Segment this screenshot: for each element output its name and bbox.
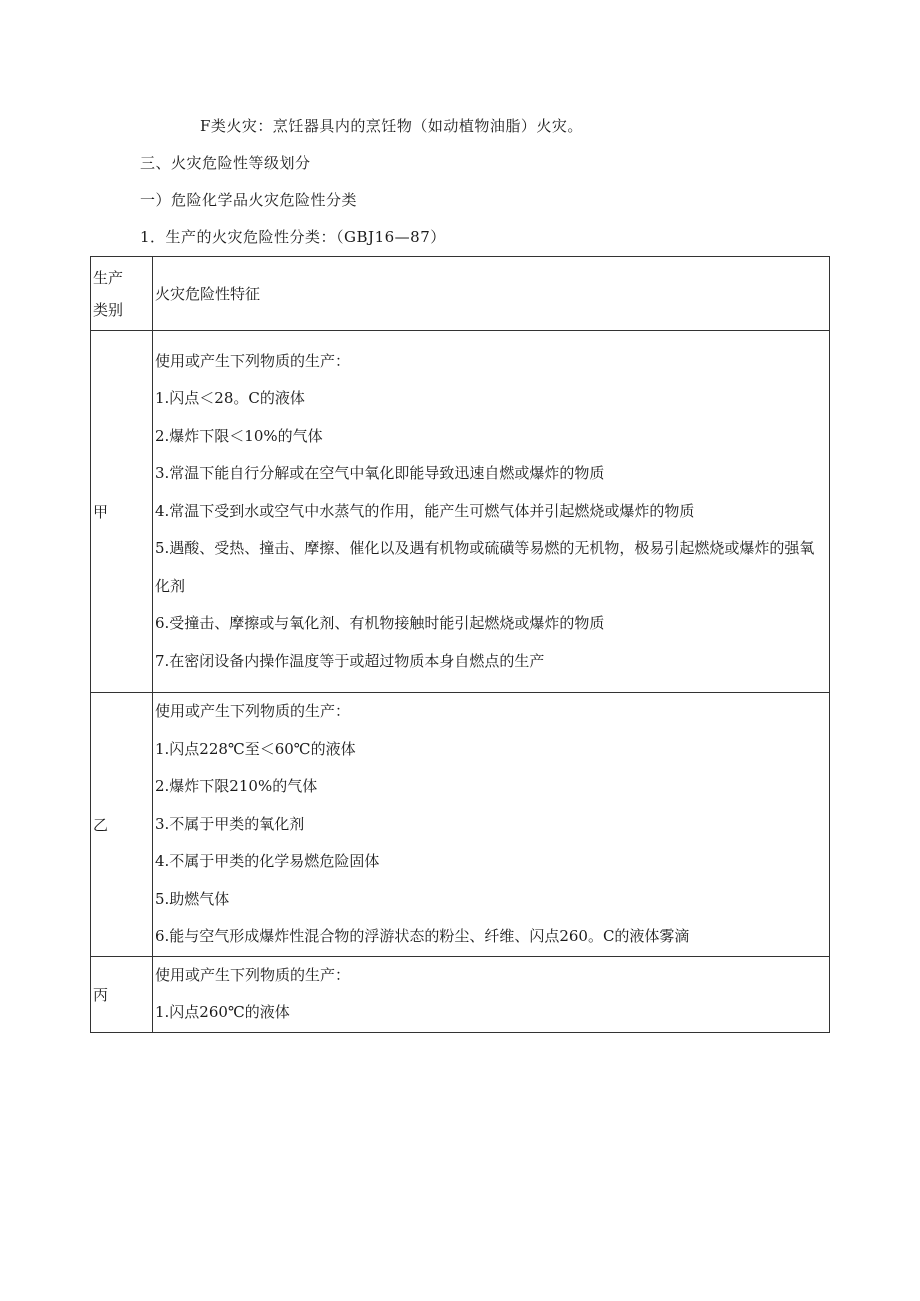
header-category-line1: 生产 [93, 268, 124, 287]
fire-risk-classification-table [90, 256, 830, 1033]
feature-cell-yi [153, 693, 830, 957]
item-heading-production-classification: 1．生产的火灾危险性分类：（GBJ16—87） [140, 228, 446, 246]
list-item: 2.爆炸下限210%的气体 [155, 777, 318, 795]
list-item: 3.不属于甲类的氧化剂 [155, 814, 305, 833]
list-item: 7.在密闭设备内操作温度等于或超过物质本身自燃点的生产 [155, 651, 545, 670]
header-feature-cell: 火灾危险性特征 [153, 257, 830, 331]
category-cell-yi: 乙 [91, 693, 153, 957]
section-heading-fire-risk-levels: 三、火灾危险性等级划分 [140, 154, 311, 172]
f-class-fire-paragraph: F类火灾：烹饪器具内的烹饪物（如动植物油脂）火灾。 [200, 117, 583, 135]
feature-cell-bing [153, 956, 830, 1032]
table-row-class-bing [91, 956, 830, 1032]
feature-cell-jia [153, 331, 830, 693]
list-item: 1.闪点260℃的液体 [155, 1003, 290, 1021]
subsection-heading-hazardous-chemicals: 一）危险化学品火灾危险性分类 [140, 191, 358, 209]
list-item: 1.闪点＜28。C的液体 [155, 389, 305, 408]
list-item: 使用或产生下列物质的生产： [155, 351, 351, 370]
list-item: 3.常温下能自行分解或在空气中氧化即能导致迅速自燃或爆炸的物质 [155, 464, 605, 483]
header-category-cell [91, 257, 153, 331]
header-category-line2: 类别 [93, 300, 124, 319]
category-cell-bing: 丙 [91, 956, 153, 1032]
list-item: 4.不属于甲类的化学易燃危险固体 [155, 852, 380, 870]
list-item: 1.闪点228℃至＜60℃的液体 [155, 739, 356, 758]
list-item: 使用或产生下列物质的生产： [155, 965, 351, 984]
list-item: 4.常温下受到水或空气中水蒸气的作用，能产生可燃气体并引起燃烧或爆炸的物质 [155, 501, 695, 520]
category-cell-jia: 甲 [91, 331, 153, 693]
list-item: 使用或产生下列物质的生产： [155, 702, 351, 720]
table-row-class-yi [91, 693, 830, 957]
table-header-row [91, 257, 830, 331]
list-item: 6.能与空气形成爆炸性混合物的浮游状态的粉尘、纤维、闪点260。C的液体雾滴 [155, 927, 690, 945]
table-row-class-jia [91, 331, 830, 693]
list-item: 6.受撞击、摩擦或与氧化剂、有机物接触时能引起燃烧或爆炸的物质 [155, 614, 605, 633]
list-item: 5.助燃气体 [155, 889, 230, 908]
list-item: 2.爆炸下限＜10%的气体 [155, 426, 323, 445]
list-item: 5.遇酸、受热、撞击、摩擦、催化以及遇有机物或硫磺等易燃的无机物，极易引起燃烧或爆炸的强氧化剂 [155, 539, 815, 595]
